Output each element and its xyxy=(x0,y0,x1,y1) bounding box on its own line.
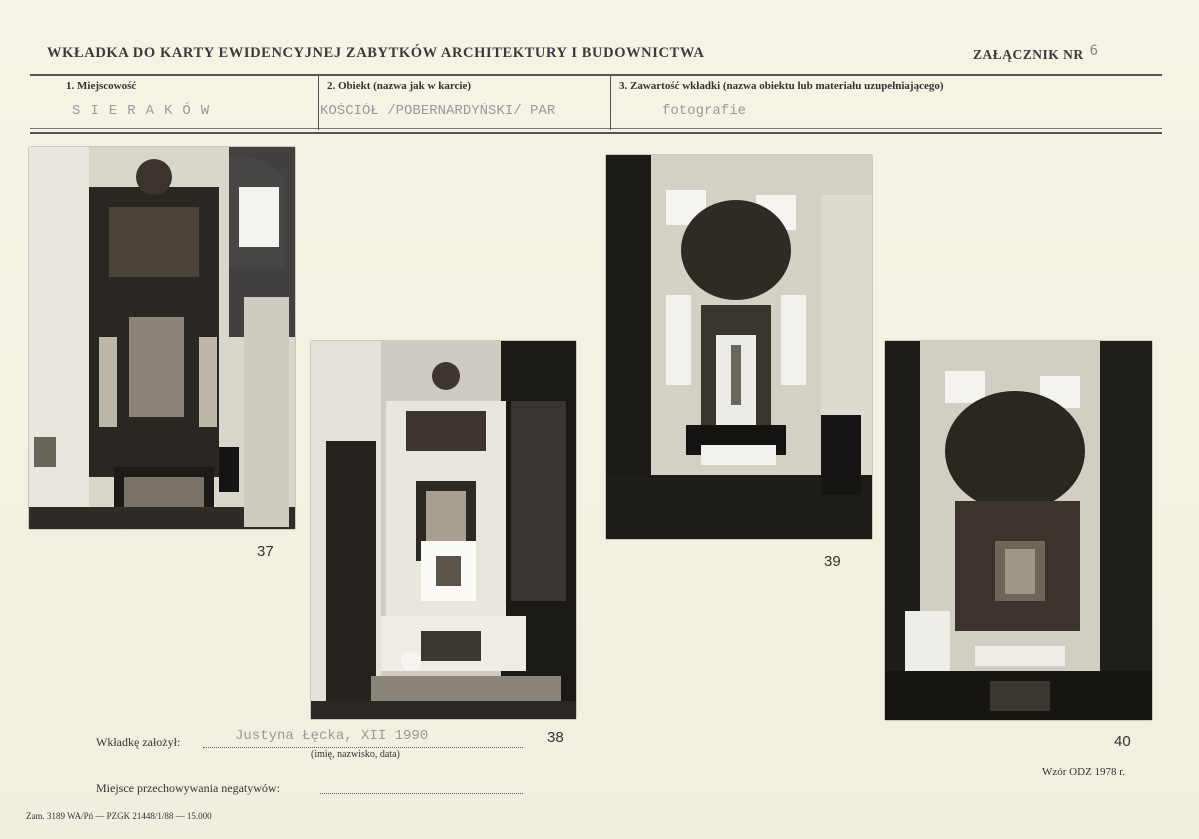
photo-39-number: 39 xyxy=(824,553,841,570)
negatives-label: Miejsce przechowywania negatywów: xyxy=(96,781,280,795)
negatives-line xyxy=(320,793,523,794)
field-divider-2 xyxy=(610,75,611,130)
header-bottom-rule xyxy=(30,132,1162,134)
photo-38-image xyxy=(311,341,576,719)
photo-38-number: 38 xyxy=(547,729,564,746)
founded-line xyxy=(203,747,523,748)
photo-37-image xyxy=(29,147,295,529)
photo-37 xyxy=(29,147,295,529)
locality-label: 1. Miejscowość xyxy=(66,80,137,92)
photo-38 xyxy=(311,341,576,719)
photo-39 xyxy=(606,155,872,539)
photo-39-image xyxy=(606,155,872,539)
content-value: fotografie xyxy=(662,103,747,119)
attachment-label-text: ZAŁĄCZNIK NR xyxy=(973,47,1084,62)
attachment-label xyxy=(973,43,1099,63)
photo-40-image xyxy=(885,341,1152,720)
form-title: WKŁADKA DO KARTY EWIDENCYJNEJ ZABYTKÓW ARCHITEKTURY I BUDOWNICTWA xyxy=(47,45,705,61)
photo-40 xyxy=(885,341,1152,720)
header-mid-rule xyxy=(30,128,1162,129)
header-top-rule xyxy=(30,74,1162,76)
print-info: Zam. 3189 WA/Pń — PZGK 21448/1/88 — 15.000 xyxy=(26,811,212,821)
founded-hint: (imię, nazwisko, data) xyxy=(311,749,400,760)
object-label: 2. Obiekt (nazwa jak w karcie) xyxy=(327,80,472,92)
founded-value: Justyna Łęcka, XII 1990 xyxy=(235,728,429,744)
attachment-number: 6 xyxy=(1089,43,1099,59)
founded-label: Wkładkę założył: xyxy=(96,735,181,749)
locality-value: SIERAKÓW xyxy=(72,103,220,119)
photo-37-number: 37 xyxy=(257,543,274,560)
template-note: Wzór ODZ 1978 r. xyxy=(1042,766,1126,778)
content-label: 3. Zawartość wkładki (nazwa obiektu lub materiału uzupełniającego) xyxy=(619,80,944,92)
object-value: KOŚCIÓŁ /POBERNARDYŃSKI/ PAR xyxy=(320,103,556,119)
photo-40-number: 40 xyxy=(1114,733,1131,750)
field-divider-1 xyxy=(318,75,319,130)
